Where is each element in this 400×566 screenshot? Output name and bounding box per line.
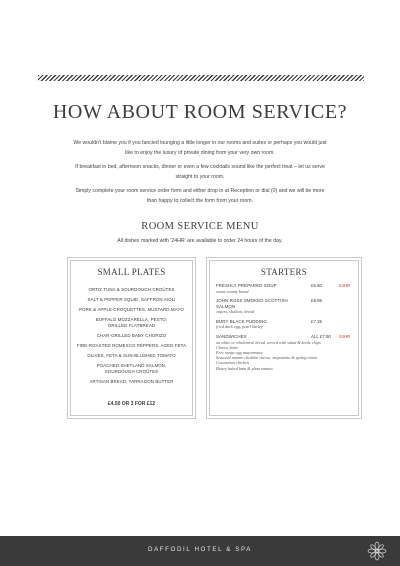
starter-name: SANDWICHES — [216, 334, 247, 340]
24hr-badge: 24HR — [339, 334, 351, 340]
small-plates-list — [74, 287, 189, 389]
starter-item — [216, 334, 353, 371]
starters-title: STARTERS — [260, 267, 308, 277]
small-plates-title: SMALL PLATES — [97, 267, 166, 277]
starter-price: £8.95 — [311, 298, 322, 304]
small-plate-item: SALT & PEPPER SQUID, SAFFRON AIOLI — [87, 297, 176, 302]
decorative-hatch-divider — [38, 75, 364, 81]
starter-description: fried duck egg, pearl barley — [216, 324, 263, 330]
starter-description: warm county bread — [216, 288, 249, 294]
small-plate-item: ARTISAN BREAD, TARRAGON BUTTER — [89, 379, 174, 384]
small-plates-panel — [67, 257, 196, 419]
small-plate-item: POACHED SHETLAND SALMON, SOURDOUGH CROÛTES — [96, 363, 167, 374]
intro-paragraph-2: If breakfast in bed, afternoon snacks, dinner or even a few cocktails sound like the perfect treat – let us serve straight to your room. — [75, 164, 325, 180]
starter-item — [216, 319, 353, 330]
intro-text — [70, 139, 330, 211]
starters-list — [216, 283, 353, 375]
small-plates-price: £4.50 OR 3 FOR £12 — [107, 401, 156, 407]
small-plate-item: OLIVES, FETA & SUN-BLUSHED TOMATO — [87, 353, 176, 358]
small-plate-item: PORK & APPLE CROQUETTES, MUSTARD MAYO — [79, 307, 184, 312]
page-title: HOW ABOUT ROOM SERVICE? — [52, 101, 348, 123]
small-plate-item: BUFFALO MOZZARELLA, PESTO, GRILLED FLATBREAD — [95, 317, 168, 328]
starter-name: BURY BLACK PUDDING — [216, 318, 267, 324]
intro-paragraph-3: Simply complete your room service order form and either drop in at Reception or dial (0) and we will be more than happy to collect the form from your room. — [75, 188, 325, 204]
starter-description: capers, shallots, bread — [216, 309, 254, 315]
starter-price: £6.50 — [311, 283, 322, 288]
small-plate-item: CHAR-GRILLED BABY CHORIZO — [96, 333, 167, 338]
small-plate-item: ORTIZ TUNA & SOURDOUGH CROÛTES — [88, 287, 175, 292]
small-plate-item: FIRE-ROASTED ROMESCO PEPPERS, AGED FETA — [76, 343, 187, 348]
daffodil-flower-icon — [367, 541, 387, 561]
starter-name: JOHN ROSS SMOKED SCOTTISH SALMON — [216, 298, 288, 309]
starter-name: FRESHLY PREPARED SOUP — [216, 283, 277, 288]
starters-panel — [206, 257, 362, 419]
menu-subtitle: ROOM SERVICE MENU — [141, 221, 259, 232]
starter-price: ALL £7.50 — [311, 334, 331, 340]
intro-paragraph-1: We wouldn't blame you if you fancied lounging a little longer in our rooms and suites or perhaps you would just like to enjoy the luxury of private dining from your very own room. — [73, 140, 327, 156]
starter-description: on white or wholemeal bread, served with salad & kettle chips. Choose from: Free range egg mayonnaise Seaweed mature cheddar cheese, mayonaise & spring onion Coronation chicken Honey baked ham & plum tomato — [216, 339, 322, 371]
menu-note: All dishes marked with '24HR' are available to order 24 hours of the day. — [117, 238, 283, 244]
starter-item — [216, 283, 353, 294]
starter-item — [216, 298, 353, 314]
hotel-name: DAFFODIL HOTEL & SPA — [148, 546, 252, 553]
starter-price: £7.25 — [311, 318, 322, 324]
24hr-badge: 24HR — [339, 283, 351, 288]
footer-bar — [0, 536, 400, 566]
